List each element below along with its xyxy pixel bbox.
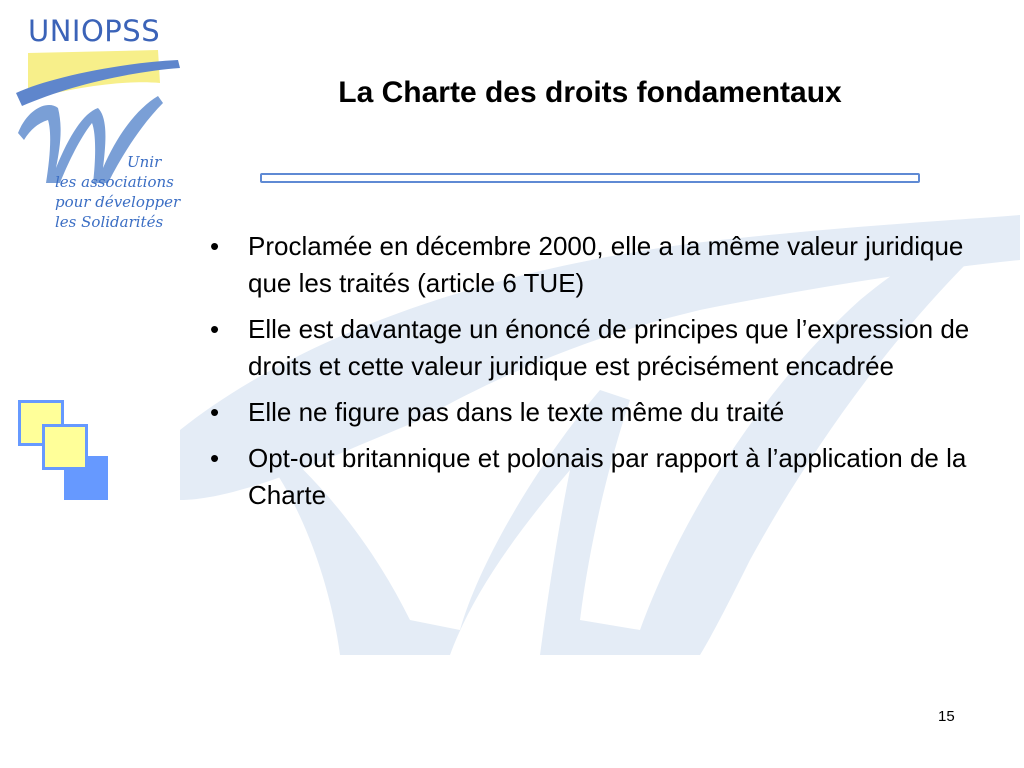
slide-title: La Charte des droits fondamentaux (338, 76, 842, 109)
uniopss-logo (8, 8, 188, 258)
list-item-text: Proclamée en décembre 2000, elle a la même valeur juridique que les traités (article 6 TUE) (248, 231, 964, 298)
bullet-list (210, 228, 1000, 523)
tagline-line: pour développer (55, 193, 181, 211)
list-item-text: Elle ne figure pas dans le texte même du traité (248, 397, 785, 427)
tagline-line: Unir (127, 153, 162, 171)
bullet-marker: • (210, 314, 220, 344)
decorative-squares (16, 398, 116, 508)
tagline-line: les Solidarités (55, 213, 164, 231)
page-number: 15 (938, 708, 955, 725)
bullet-marker: • (210, 231, 220, 261)
bullet-marker: • (210, 397, 220, 427)
title-divider (260, 173, 920, 183)
list-item (210, 311, 1000, 385)
list-item (210, 394, 1000, 431)
list-item (210, 440, 1000, 514)
list-item-text: Elle est davantage un énoncé de principes que l’expression de droits et cette valeur juridique est précisément encadrée (248, 314, 970, 381)
logo-wordmark: UNIOPSS (28, 14, 161, 48)
tagline-line: les associations (55, 173, 174, 191)
logo-tagline (55, 152, 180, 232)
square-yellow-bottom (42, 424, 88, 470)
list-item (210, 228, 1000, 302)
list-item-text: Opt-out britannique et polonais par rapport à l’application de la Charte (248, 443, 967, 510)
bullet-marker: • (210, 443, 220, 473)
